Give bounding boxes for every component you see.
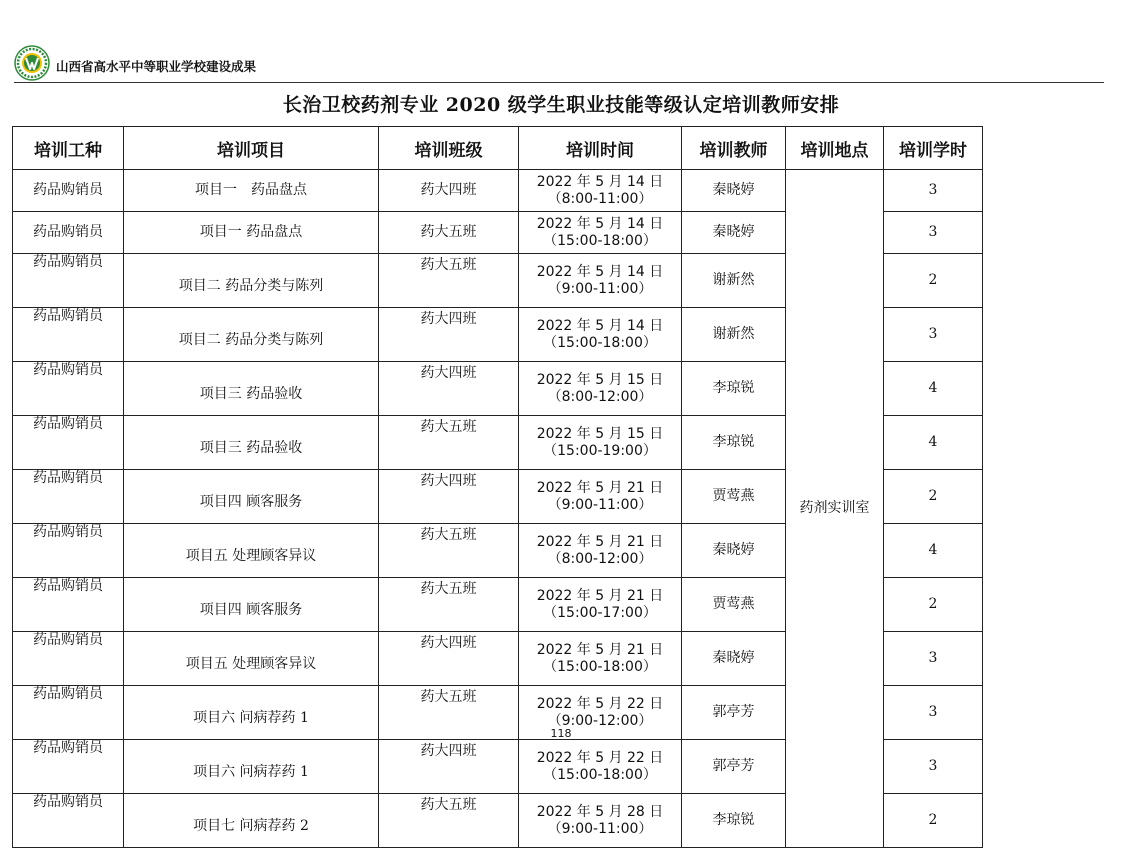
- cell-project: 项目六 问病荐药 1: [124, 740, 379, 794]
- cell-teacher: 秦晓婷: [682, 170, 786, 212]
- cell-type: 药品购销员: [13, 308, 124, 362]
- cell-project: 项目二 药品分类与陈列: [124, 254, 379, 308]
- cell-teacher: 李琼锐: [682, 362, 786, 416]
- cell-type: 药品购销员: [13, 212, 124, 254]
- cell-date: 2022 年 5 月 14 日: [536, 215, 664, 232]
- cell-teacher: 谢新然: [682, 254, 786, 308]
- cell-time: [519, 632, 682, 686]
- cell-hours: 3: [884, 170, 983, 212]
- cell-time: [519, 170, 682, 212]
- cell-hours-range: （9:00-11:00）: [547, 280, 653, 297]
- cell-project: 项目一 药品盘点: [124, 212, 379, 254]
- cell-teacher: 郭亭芳: [682, 686, 786, 740]
- cell-time: [519, 308, 682, 362]
- cell-class: 药大五班: [379, 578, 519, 632]
- header-divider: [14, 82, 1104, 83]
- cell-type: 药品购销员: [13, 416, 124, 470]
- cell-hours-range: （15:00-18:00）: [543, 232, 657, 249]
- cell-project: 项目二 药品分类与陈列: [124, 308, 379, 362]
- cell-project: 项目五 处理顾客异议: [124, 524, 379, 578]
- cell-class: 药大四班: [379, 632, 519, 686]
- header-training-hours: 培训学时: [884, 127, 983, 170]
- cell-type: 药品购销员: [13, 470, 124, 524]
- cell-class: 药大四班: [379, 362, 519, 416]
- cell-date: 2022 年 5 月 21 日: [536, 587, 664, 604]
- cell-hours: 2: [884, 794, 983, 848]
- cell-location: 药剂实训室: [786, 170, 884, 848]
- cell-class: 药大四班: [379, 170, 519, 212]
- cell-time: [519, 470, 682, 524]
- cell-project: 项目三 药品验收: [124, 362, 379, 416]
- cell-class: 药大五班: [379, 212, 519, 254]
- cell-date: 2022 年 5 月 21 日: [536, 479, 664, 496]
- header-training-time: 培训时间: [519, 127, 682, 170]
- cell-hours-range: （8:00-12:00）: [547, 388, 653, 405]
- header-training-teacher: 培训教师: [682, 127, 786, 170]
- header-training-class: 培训班级: [379, 127, 519, 170]
- cell-project: 项目四 顾客服务: [124, 578, 379, 632]
- cell-teacher: 谢新然: [682, 308, 786, 362]
- cell-date: 2022 年 5 月 22 日: [536, 695, 664, 712]
- cell-hours: 3: [884, 686, 983, 740]
- cell-teacher: 秦晓婷: [682, 632, 786, 686]
- cell-class: 药大五班: [379, 254, 519, 308]
- cell-class: 药大四班: [379, 470, 519, 524]
- cell-teacher: 贾莺燕: [682, 578, 786, 632]
- school-name: 山西省高水平中等职业学校建设成果: [56, 59, 257, 74]
- cell-hours: 3: [884, 212, 983, 254]
- cell-date: 2022 年 5 月 14 日: [536, 173, 664, 190]
- cell-date: 2022 年 5 月 14 日: [536, 317, 664, 334]
- cell-hours: 4: [884, 416, 983, 470]
- cell-hours: 2: [884, 254, 983, 308]
- cell-class: 药大四班: [379, 308, 519, 362]
- cell-time: [519, 578, 682, 632]
- cell-hours: 3: [884, 740, 983, 794]
- cell-class: 药大五班: [379, 416, 519, 470]
- table-row: [13, 170, 983, 212]
- school-logo: [14, 45, 50, 81]
- cell-date: 2022 年 5 月 22 日: [536, 749, 664, 766]
- cell-hours-range: （9:00-11:00）: [547, 820, 653, 837]
- cell-time: [519, 362, 682, 416]
- cell-hours: 4: [884, 362, 983, 416]
- cell-type: 药品购销员: [13, 170, 124, 212]
- cell-hours-range: （15:00-18:00）: [543, 766, 657, 783]
- cell-project: 项目五 处理顾客异议: [124, 632, 379, 686]
- cell-project: 项目六 问病荐药 1: [124, 686, 379, 740]
- cell-time: [519, 794, 682, 848]
- cell-project: 项目四 顾客服务: [124, 470, 379, 524]
- cell-teacher: 秦晓婷: [682, 524, 786, 578]
- cell-date: 2022 年 5 月 21 日: [536, 533, 664, 550]
- header-training-type: 培训工种: [13, 127, 124, 170]
- cell-project: 项目一 药品盘点: [124, 170, 379, 212]
- cell-time: [519, 416, 682, 470]
- cell-teacher: 郭亭芳: [682, 740, 786, 794]
- cell-hours-range: （15:00-19:00）: [543, 442, 657, 459]
- cell-hours: 3: [884, 308, 983, 362]
- cell-type: 药品购销员: [13, 254, 124, 308]
- cell-time: [519, 212, 682, 254]
- cell-class: 药大五班: [379, 794, 519, 848]
- table-header-row: [13, 127, 983, 170]
- page-number: 118: [550, 727, 572, 740]
- document-title: 长治卫校药剂专业 2020 级学生职业技能等级认定培训教师安排: [282, 94, 840, 116]
- cell-date: 2022 年 5 月 28 日: [536, 803, 664, 820]
- cell-date: 2022 年 5 月 14 日: [536, 263, 664, 280]
- cell-class: 药大五班: [379, 686, 519, 740]
- header-training-location: 培训地点: [786, 127, 884, 170]
- cell-teacher: 李琼锐: [682, 794, 786, 848]
- cell-teacher: 李琼锐: [682, 416, 786, 470]
- cell-date: 2022 年 5 月 15 日: [536, 371, 664, 388]
- cell-type: 药品购销员: [13, 686, 124, 740]
- cell-time: [519, 740, 682, 794]
- cell-hours-range: （8:00-11:00）: [547, 190, 653, 207]
- header-training-project: 培训项目: [124, 127, 379, 170]
- cell-teacher: 贾莺燕: [682, 470, 786, 524]
- cell-date: 2022 年 5 月 21 日: [536, 641, 664, 658]
- cell-hours-range: （8:00-12:00）: [547, 550, 653, 567]
- cell-type: 药品购销员: [13, 740, 124, 794]
- cell-type: 药品购销员: [13, 362, 124, 416]
- page-header: [14, 44, 256, 82]
- cell-hours: 2: [884, 578, 983, 632]
- cell-project: 项目三 药品验收: [124, 416, 379, 470]
- school-emblem-icon: [14, 45, 50, 81]
- cell-project: 项目七 问病荐药 2: [124, 794, 379, 848]
- cell-hours-range: （9:00-11:00）: [547, 496, 653, 513]
- cell-type: 药品购销员: [13, 632, 124, 686]
- cell-hours: 4: [884, 524, 983, 578]
- cell-hours-range: （15:00-18:00）: [543, 658, 657, 675]
- cell-hours-range: （9:00-12:00）: [547, 712, 653, 729]
- cell-class: 药大四班: [379, 740, 519, 794]
- cell-teacher: 秦晓婷: [682, 212, 786, 254]
- cell-hours-range: （15:00-18:00）: [543, 334, 657, 351]
- cell-hours: 2: [884, 470, 983, 524]
- cell-type: 药品购销员: [13, 524, 124, 578]
- cell-time: [519, 254, 682, 308]
- cell-time: [519, 524, 682, 578]
- cell-type: 药品购销员: [13, 794, 124, 848]
- cell-class: 药大五班: [379, 524, 519, 578]
- cell-date: 2022 年 5 月 15 日: [536, 425, 664, 442]
- cell-hours-range: （15:00-17:00）: [543, 604, 657, 621]
- cell-type: 药品购销员: [13, 578, 124, 632]
- cell-hours: 3: [884, 632, 983, 686]
